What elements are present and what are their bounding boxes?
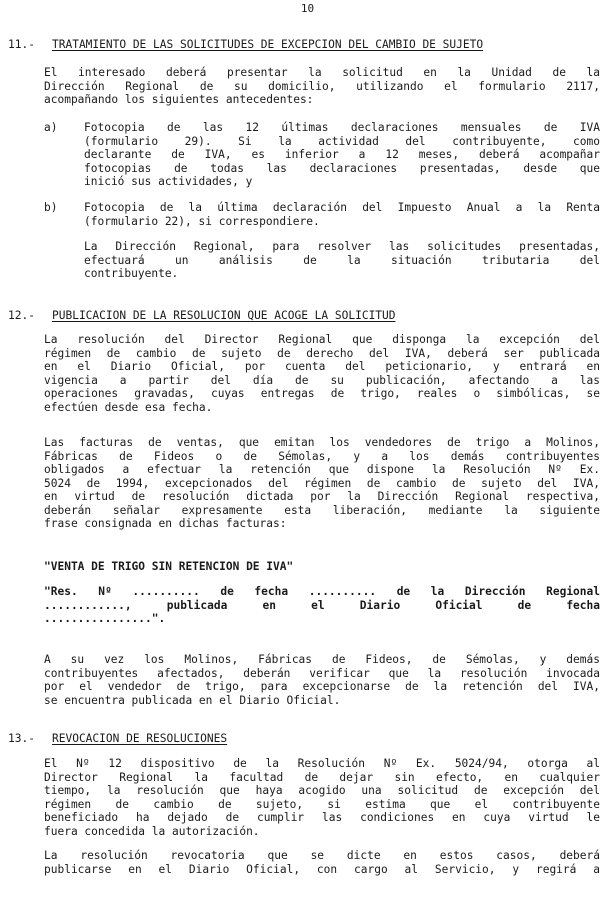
section-13-number: 13.- [8, 732, 35, 745]
text-line: Fotocopia de las 12 últimas declaraciones mensuales de IVA [84, 121, 600, 134]
text-line: 5024 de 1994, excepcionados del régimen de cambio de sujeto del IVA, [44, 476, 600, 490]
text-line: se encuentra publicada en el Diario Oficial. [44, 693, 341, 707]
text-line: A su vez los Molinos, Fábricas de Fideos, de Sémolas, y demás [44, 653, 600, 666]
section-12-heading [8, 309, 396, 322]
text-line: publicarse en el Diario Oficial, con cargo al Servicio, y regirá a [44, 862, 600, 876]
text-line: fuera concedida la autorización. [44, 824, 260, 838]
section-11-intro [44, 66, 600, 107]
text-line: Fotocopia de la última declaración del Impuesto Anual a la Renta [84, 201, 600, 214]
text-line: La Dirección Regional, para resolver las solicitudes presentadas, [84, 240, 600, 253]
text-line: (formulario 29). Si la actividad del contribuyente, como [84, 134, 600, 148]
text-line: declarante de IVA, es inferior a 12 meses, deberá acompañar [84, 148, 600, 161]
text-line: Dirección Regional de su domicilio, utilizando el formulario 2117, [44, 79, 600, 93]
text-line: efectúen desde esa fecha. [44, 400, 213, 414]
item-a-label: a) [44, 121, 58, 134]
text-line: contribuyente. [84, 267, 179, 280]
text-line: "VENTA DE TRIGO SIN RETENCION DE IVA" [44, 560, 294, 573]
item-b-text [84, 201, 600, 228]
page-number: 10 [300, 2, 315, 15]
text-line: tiempo, la resolución que haya acogido una solicitud de excepción del [44, 784, 600, 797]
text-line: Director Regional la facultad de dejar sin efecto, en cualquier [44, 770, 600, 784]
text-line: operaciones gravadas, cuyas entregas de trigo, reales o simbólicas, se [44, 387, 600, 400]
section-11-number: 11.- [8, 38, 35, 51]
section-11-closing [84, 240, 600, 281]
text-line: beneficiado ha dejado de cumplir las condiciones en cuya virtud le [44, 811, 600, 824]
text-line: ............, publicada en el Diario Oficial de fecha [44, 598, 600, 612]
text-line: vigencia a partir del día de su publicación, afectando a las [44, 373, 600, 387]
section-12-title: PUBLICACION DE LA RESOLUCION QUE ACOGE LA SOLICITUD [52, 309, 396, 322]
text-line: La resolución del Director Regional que disponga la excepción del [44, 333, 600, 346]
text-line: deberán señalar expresamente esta liberación, mediante la siguiente [44, 503, 600, 517]
section-12-paragraph-3 [44, 653, 600, 707]
text-line: acompañando los siguientes antecedentes: [44, 93, 314, 106]
text-line: frase consignada en dichas facturas: [44, 517, 287, 530]
text-line: régimen de cambio de sujeto, si estima que el contribuyente [44, 797, 600, 811]
section-12-paragraph-2 [44, 436, 600, 531]
item-b-label: b) [44, 201, 58, 214]
text-line: por el vendedor de trigo, para excepcionarse de la retención del IVA, [44, 680, 600, 693]
section-13-paragraph-2 [44, 849, 600, 876]
text-line: "Res. Nº .......... de fecha .......... de la Dirección Regional [44, 585, 600, 598]
text-line: (formulario 22), si correspondiere. [84, 214, 320, 228]
section-11-title: TRATAMIENTO DE LAS SOLICITUDES DE EXCEPCION DEL CAMBIO DE SUJETO [52, 38, 484, 51]
item-a-text [84, 121, 600, 189]
text-line: fotocopias de todas las declaraciones presentadas, desde que [84, 161, 600, 175]
section-12-paragraph-1 [44, 333, 600, 414]
text-line: ................". [44, 612, 166, 625]
section-11-heading [8, 38, 483, 51]
text-line: El Nº 12 dispositivo de la Resolución Nº Ex. 5024/94, otorga al [44, 757, 600, 770]
section-13-paragraph-1 [44, 757, 600, 838]
section-13-heading [8, 732, 227, 745]
text-line: en el Diario Oficial, por cuenta del peticionario, y entrará en [44, 360, 600, 373]
text-line: en virtud de resolución dictada por la Dirección Regional respectiva, [44, 490, 600, 503]
section-13-title: REVOCACION DE RESOLUCIONES [52, 732, 228, 745]
text-line: régimen de cambio de sujeto de derecho del IVA, deberá ser publicada [44, 346, 600, 360]
section-12-number: 12.- [8, 309, 35, 322]
quote-text [44, 585, 600, 626]
text-line: La resolución revocatoria que se dicte en estos casos, deberá [44, 849, 600, 862]
text-line: efectuará un análisis de la situación tributaria del [84, 253, 600, 267]
text-line: inició sus actividades, y [84, 175, 253, 188]
text-line: Las facturas de ventas, que emitan los vendedores de trigo a Molinos, [44, 436, 600, 449]
text-line: contribuyentes afectados, deberán verificar que la resolución invocada [44, 666, 600, 680]
text-line: El interesado deberá presentar la solicitud en la Unidad de la [44, 66, 600, 79]
text-line: Fábricas de Fideos o de Sémolas, y a los demás contribuyentes [44, 449, 600, 463]
text-line: obligados a efectuar la retención que dispone la Resolución Nº Ex. [44, 463, 600, 476]
quote-title [44, 560, 600, 574]
